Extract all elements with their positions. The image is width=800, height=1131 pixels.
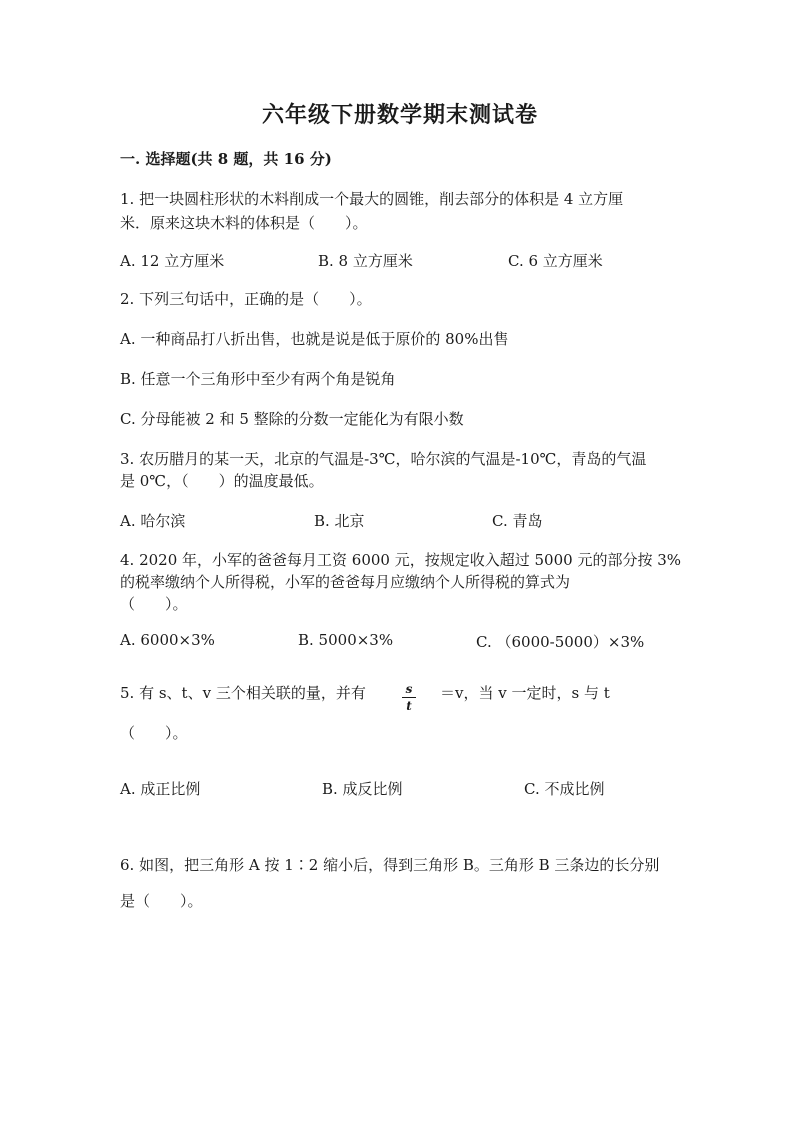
question-1-text-line-1: 1. 把一块圆柱形状的木料削成一个最大的圆锥，削去部分的体积是 4 立方厘 <box>120 190 624 208</box>
question-5-text-line-1b: ＝v，当 v 一定时，s 与 t <box>440 684 610 702</box>
question-4-text-line-3: （ ）。 <box>120 595 188 613</box>
question-2-option-a: A. 一种商品打八折出售，也就是说是低于原价的 80%出售 <box>120 330 509 348</box>
question-2-option-b: B. 任意一个三角形中至少有两个角是锐角 <box>120 370 396 388</box>
section-heading: 一. 选择题(共 8 题，共 16 分) <box>120 150 332 168</box>
question-6-text-line-1: 6. 如图，把三角形 A 按 1∶2 缩小后，得到三角形 B。三角形 B 三条边的长分别 <box>120 856 660 874</box>
question-4-text-line-2: 的税率缴纳个人所得税，小军的爸爸每月应缴纳个人所得税的算式为 <box>120 573 571 591</box>
question-3-option-c: C. 青岛 <box>492 512 543 530</box>
question-4-text-line-1: 4. 2020 年，小军的爸爸每月工资 6000 元，按规定收入超过 5000 元的部分按 3% <box>120 551 682 569</box>
question-5-text-line-2: （ ）。 <box>120 724 188 742</box>
question-1-option-b: B. 8 立方厘米 <box>318 252 413 270</box>
question-3-text-line-1: 3. 农历腊月的某一天，北京的气温是-3℃，哈尔滨的气温是-10℃，青岛的气温 <box>120 450 647 468</box>
fraction-numerator: s <box>402 682 416 698</box>
fraction-denominator: t <box>406 699 412 713</box>
page-title: 六年级下册数学期末测试卷 <box>261 102 538 128</box>
question-4-option-c: C. （6000-5000）×3% <box>476 633 645 651</box>
question-4-option-a: A. 6000×3% <box>120 631 215 649</box>
question-2-text: 2. 下列三句话中，正确的是（ ）。 <box>120 290 372 308</box>
question-3-text-line-2: 是 0℃，（ ）的温度最低。 <box>120 472 324 490</box>
question-3-option-b: B. 北京 <box>314 512 365 530</box>
question-5-text-line-1a: 5. 有 s、t、v 三个相关联的量，并有 <box>120 684 366 702</box>
question-2-option-c: C. 分母能被 2 和 5 整除的分数一定能化为有限小数 <box>120 410 464 428</box>
question-4-option-b: B. 5000×3% <box>298 631 394 649</box>
question-1-text-line-2: 米．原来这块木料的体积是（ ）。 <box>120 214 368 232</box>
question-1-option-a: A. 12 立方厘米 <box>120 252 225 270</box>
question-6-text-line-2: 是（ ）。 <box>120 892 203 910</box>
fraction-s-over-t <box>402 682 416 713</box>
question-5-option-a: A. 成正比例 <box>120 780 201 798</box>
question-5-option-c: C. 不成比例 <box>524 780 605 798</box>
question-5-option-b: B. 成反比例 <box>322 780 403 798</box>
question-1-option-c: C. 6 立方厘米 <box>508 252 603 270</box>
question-3-option-a: A. 哈尔滨 <box>120 512 186 530</box>
